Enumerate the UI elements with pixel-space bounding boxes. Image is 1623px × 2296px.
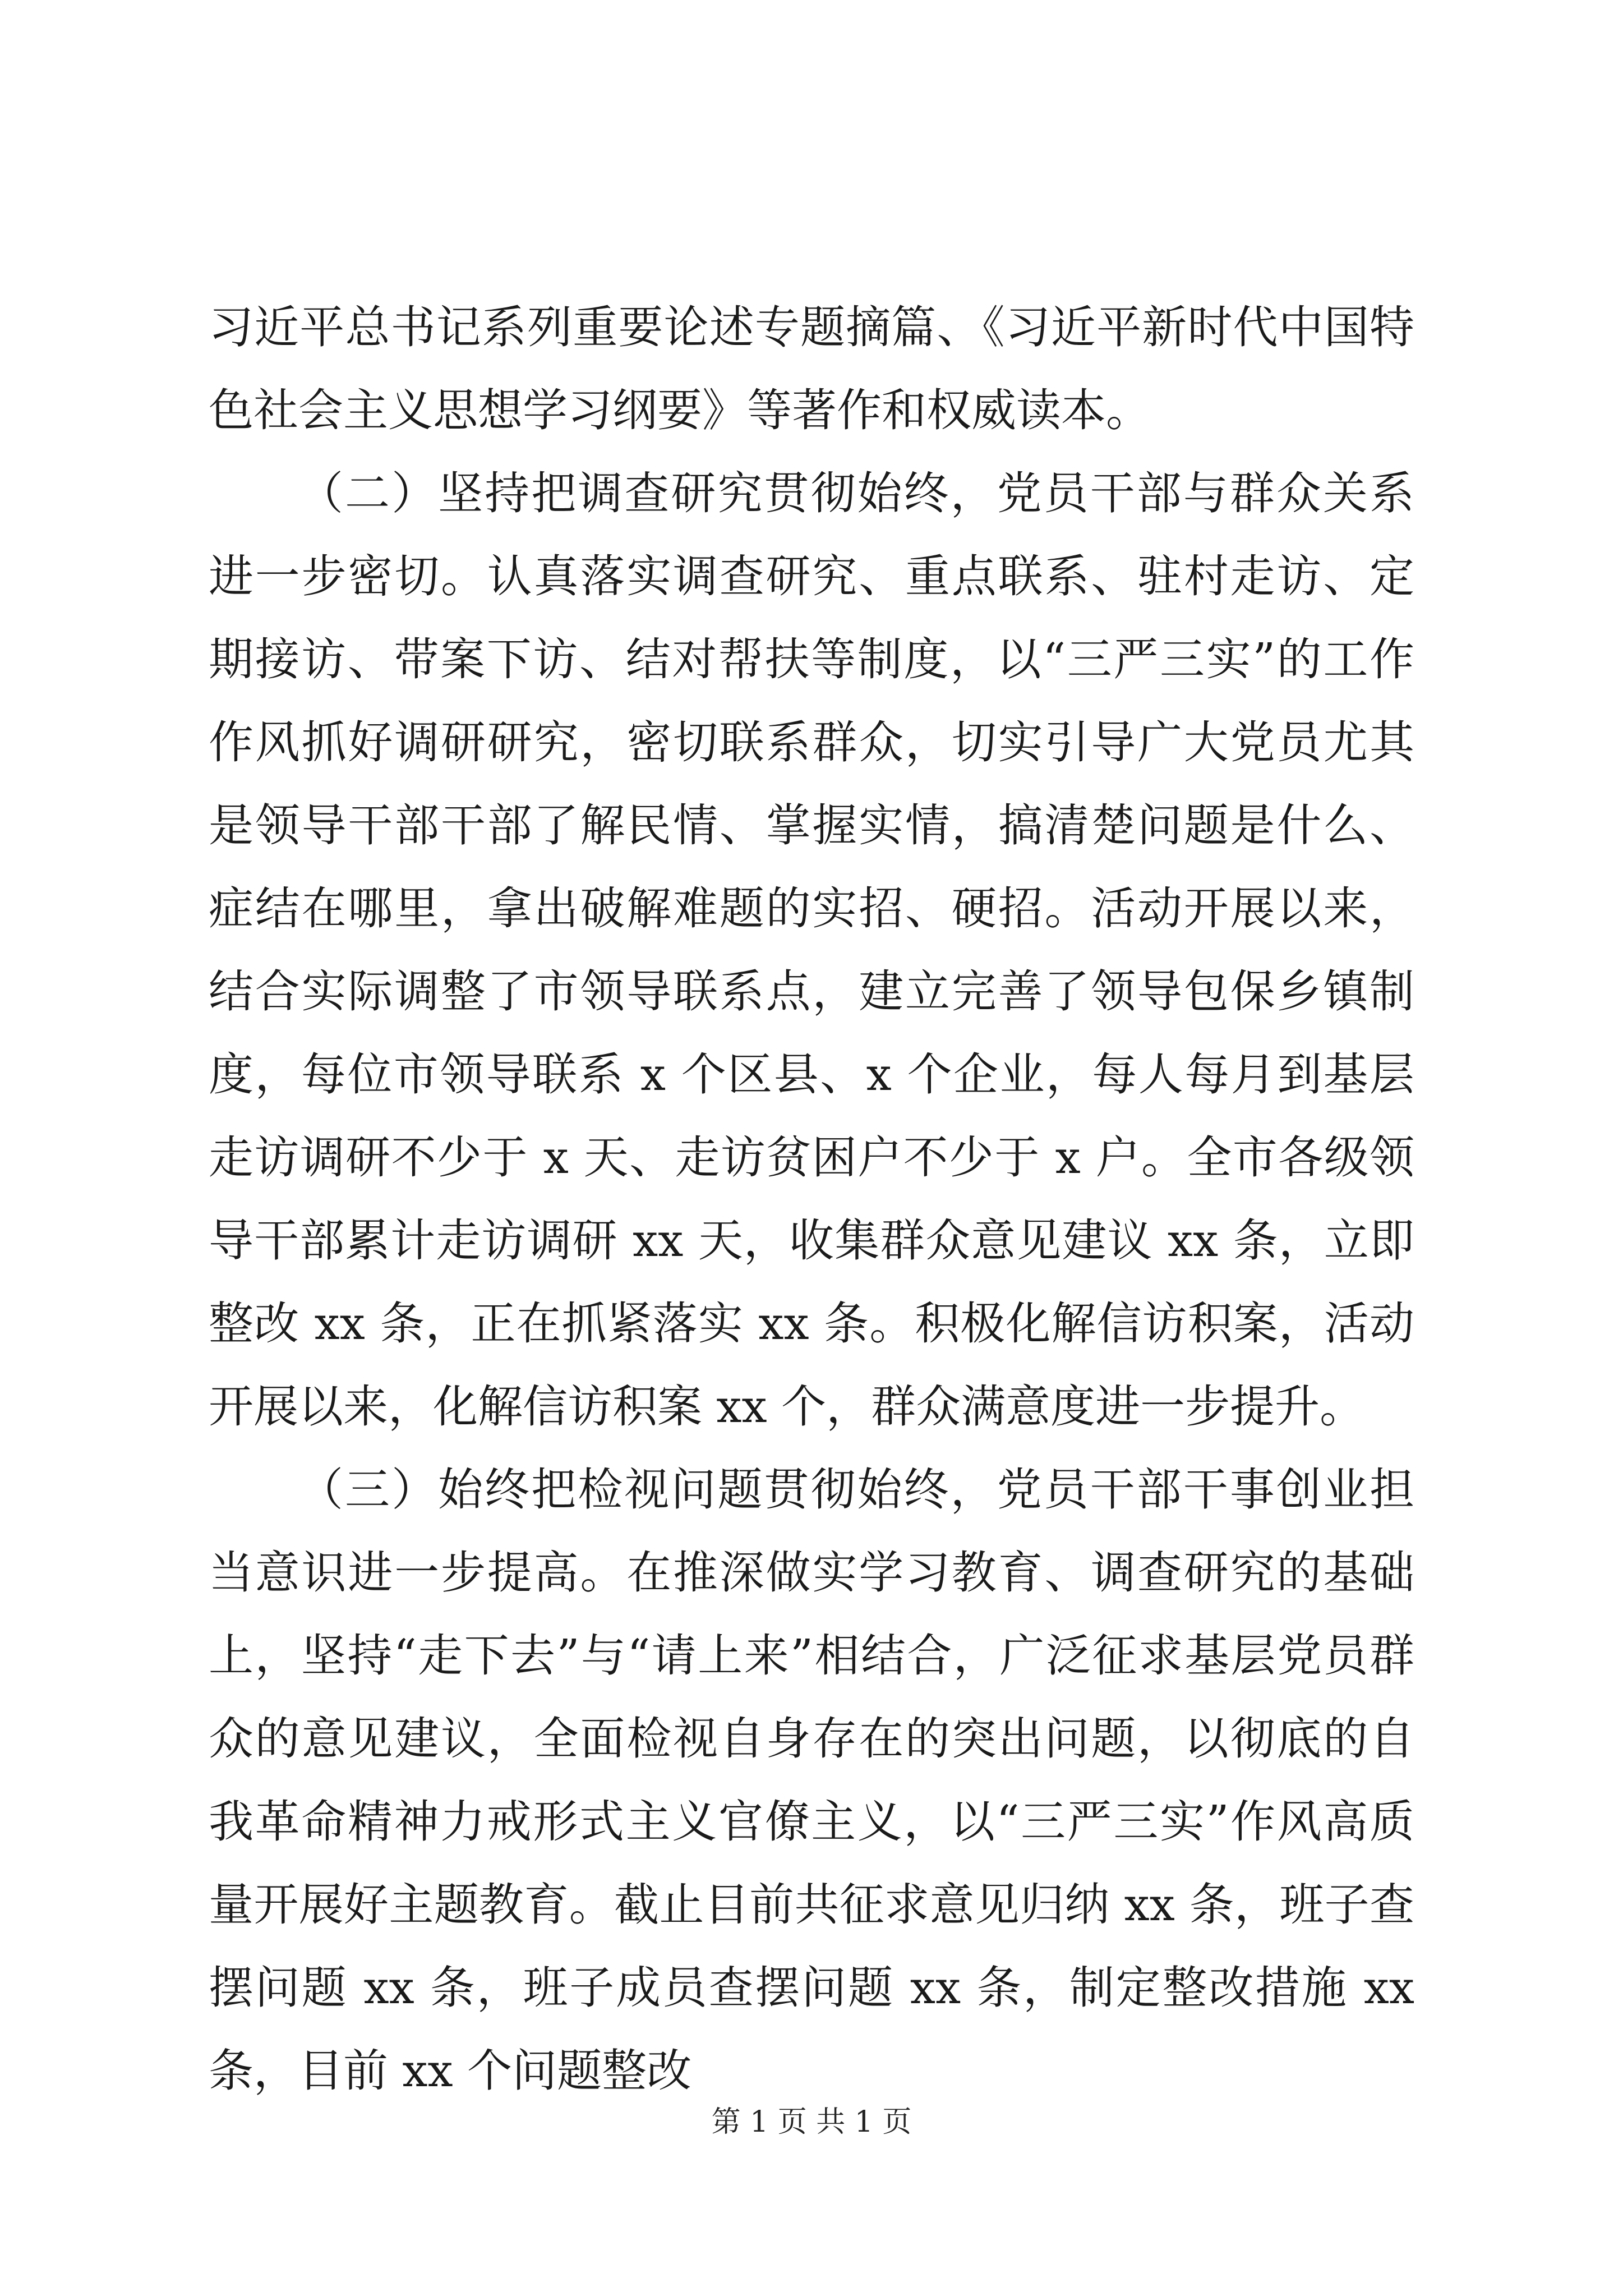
paragraph-continued: 习近平总书记系列重要论述专题摘篇、《习近平新时代中国特色社会主义思想学习纲要》等著作和权威读本。 xyxy=(209,301,1414,436)
page-number-label: 第 1 页 共 1 页 xyxy=(711,2105,912,2139)
page-footer xyxy=(0,2102,1623,2142)
paragraph-section-two: （二）坚持把调查研究贯彻始终，党员干部与群众关系进一步密切。认真落实调查研究、重点联系、驻村走访、定期接访、带案下访、结对帮扶等制度，以“三严三实”的工作作风抓好调研研究，密切联系群众，切实引导广大党员尤其是领导干部干部了解民情、掌握实情，搞清楚问题是什么、症结在哪里，拿出破解难题的实招、硬招。活动开展以来，结合实际调整了市领导联系点，建立完善了领导包保乡镇制度，每位市领导联系 x 个区县、x 个企业，每人每月到基层走访调研不少于 x 天、走访贫困户不少于 x 户。全市各级领导干部累计走访调研 xx 天，收集群众意见建议 xx 条，立即整改 xx 条，正在抓紧落实 xx 条。积极化解信访积案，活动开展以来，化解信访积案 xx 个，群众满意度进一步提升。 xyxy=(209,467,1414,1433)
paragraph-section-three: （三）始终把检视问题贯彻始终，党员干部干事创业担当意识进一步提高。在推深做实学习教育、调查研究的基础上，坚持“走下去”与“请上来”相结合，广泛征求基层党员群众的意见建议，全面检视自身存在的突出问题，以彻底的自我革命精神力戒形式主义官僚主义，以“三严三实”作风高质量开展好主题教育。截止目前共征求意见归纳 xx 条，班子查摆问题 xx 条，班子成员查摆问题 xx 条，制定整改措施 xx 条，目前 xx 个问题整改 xyxy=(209,1464,1414,2097)
document-body xyxy=(209,286,1414,2113)
